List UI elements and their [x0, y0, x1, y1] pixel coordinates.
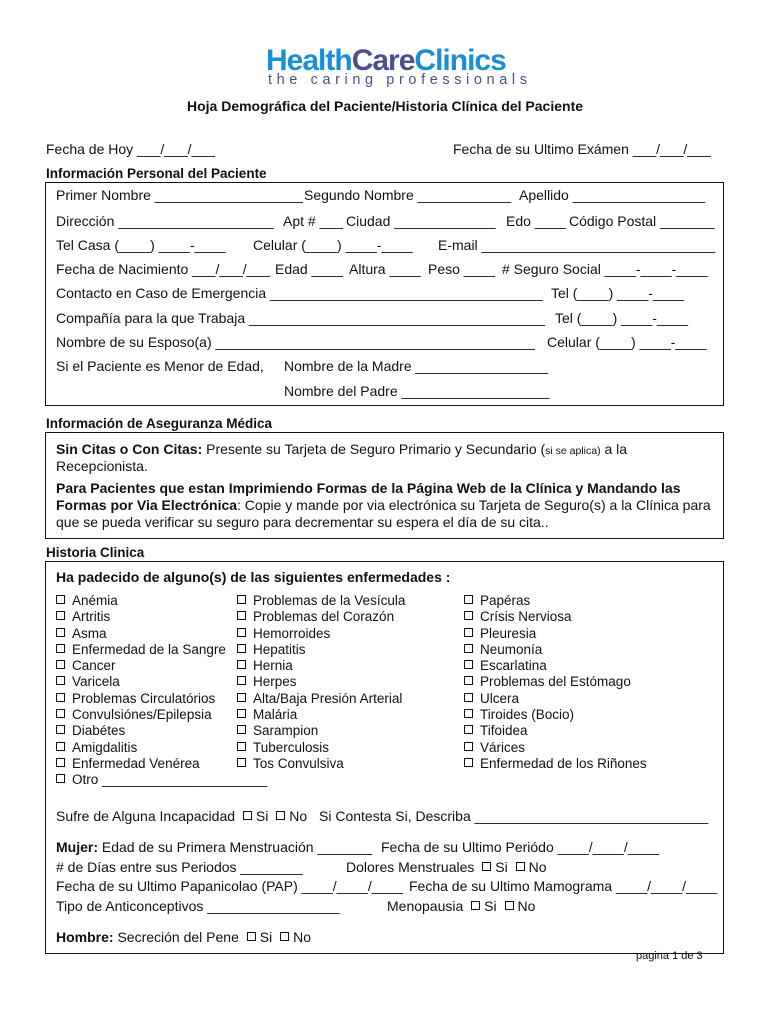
disability-no-checkbox[interactable]: [276, 811, 285, 820]
logo-part1: Health: [266, 44, 352, 77]
checkbox[interactable]: [237, 611, 246, 620]
checkbox[interactable]: [56, 725, 65, 734]
condition-item[interactable]: [237, 756, 405, 772]
condition-item[interactable]: [464, 593, 647, 609]
checkbox[interactable]: [56, 595, 65, 604]
history-box: [45, 561, 724, 954]
first-name-field[interactable]: Primer Nombre ___________________: [56, 187, 303, 203]
mother-name-field[interactable]: Nombre de la Madre _________________: [284, 358, 548, 374]
no-label: No: [289, 808, 308, 824]
condition-label: Hepatitis: [253, 641, 306, 657]
condition-item[interactable]: [464, 723, 647, 739]
insurance-p2-line3: que se pueda verificar su seguro para decrementar su espera el día de su cita..: [56, 514, 549, 530]
insurance-p2-line1: Para Pacientes que estan Imprimiendo Formas de la Página Web de la Clínica y Mandando las: [56, 480, 681, 496]
insurance-p1-small: si se aplica): [545, 445, 601, 457]
condition-item[interactable]: [464, 756, 647, 772]
insurance-box: [45, 432, 724, 539]
emergency-contact-field[interactable]: Contacto en Caso de Emergencia ___________________________________: [56, 285, 543, 301]
condition-label: Artritis: [72, 609, 111, 625]
apt-field[interactable]: Apt # ___: [283, 213, 343, 229]
condition-label: Papéras: [480, 593, 531, 608]
last-exam-field[interactable]: Fecha de su Ultimo Exámen ___/___/___: [453, 141, 711, 157]
email-field[interactable]: E-mail ______________________________: [438, 237, 716, 253]
checkbox[interactable]: [237, 628, 246, 637]
checkbox[interactable]: [464, 595, 473, 604]
first-period-field[interactable]: [56, 839, 372, 855]
checkbox[interactable]: [237, 693, 246, 702]
checkbox[interactable]: [56, 774, 65, 783]
ssn-field[interactable]: # Seguro Social ____-____-____: [502, 261, 708, 277]
checkbox[interactable]: [464, 693, 473, 702]
condition-label: Várices: [480, 739, 526, 755]
middle-name-field[interactable]: Segundo Nombre ____________: [304, 187, 512, 203]
menopause-label: Menopausia: [387, 898, 464, 914]
checkbox[interactable]: [464, 742, 473, 751]
condition-label: Problemas del Estómago: [480, 674, 631, 690]
checkbox[interactable]: [56, 644, 65, 653]
condition-item[interactable]: [237, 626, 405, 642]
condition-item[interactable]: [56, 593, 267, 609]
insurance-p2-text: : Copie y mande por via electrónica su Tarjeta de Seguro(s) a la Clínica para: [237, 497, 711, 513]
condition-label: Problemas Circulatórios: [72, 690, 216, 706]
condition-item[interactable]: [237, 740, 405, 756]
condition-item[interactable]: [464, 642, 647, 658]
no-label: No: [528, 859, 547, 875]
cramps-row: [346, 859, 547, 875]
discharge-label: Secreción del Pene: [113, 929, 239, 945]
condition-item[interactable]: [464, 609, 647, 625]
condition-item[interactable]: [56, 756, 267, 772]
insurance-heading: Información de Aseguranza Médica: [46, 416, 273, 431]
menopause-no-checkbox[interactable]: [505, 901, 514, 910]
personal-info-box: [45, 182, 724, 406]
condition-label: Enfermedad Venérea: [72, 755, 200, 771]
no-label: No: [293, 929, 312, 945]
condition-label: Herpes: [253, 674, 297, 690]
condition-label: Tifoidea: [480, 723, 528, 739]
insurance-paragraph-1: [56, 441, 627, 457]
checkbox[interactable]: [56, 693, 65, 702]
condition-item[interactable]: [464, 707, 647, 723]
last-name-field[interactable]: Apellido _________________: [519, 187, 706, 203]
checkbox[interactable]: [464, 758, 473, 767]
checkbox[interactable]: [464, 676, 473, 685]
condition-item[interactable]: [237, 642, 405, 658]
yes-label: Si: [259, 929, 273, 945]
checkbox[interactable]: [237, 742, 246, 751]
condition-label: Hemorroides: [253, 625, 331, 641]
disability-yes-checkbox[interactable]: [243, 811, 252, 820]
condition-item[interactable]: [56, 642, 267, 658]
woman-label: Mujer:: [56, 839, 98, 855]
illness-question: Ha padecido de alguno(s) de las siguientes enfermedades :: [56, 569, 451, 585]
checkbox[interactable]: [464, 611, 473, 620]
city-field[interactable]: Ciudad _____________: [346, 213, 496, 229]
yes-label: Si: [255, 808, 269, 824]
checkbox[interactable]: [56, 676, 65, 685]
first-period-label: Edad de su Primera Menstruación _______: [98, 839, 372, 855]
pap-date-field[interactable]: Fecha de su Ultimo Papanicolao (PAP) ____/____/____: [56, 878, 403, 894]
dob-field[interactable]: Fecha de Nacimiento ___/___/___: [56, 261, 271, 277]
days-between-field[interactable]: # de Días entre sus Periodos ________: [56, 859, 303, 875]
condition-label: Otro ______________________: [72, 772, 268, 788]
condition-label: Problemas del Corazón: [253, 609, 395, 625]
cramps-label: Dolores Menstruales: [346, 859, 475, 875]
insurance-p2-bold: Formas por Via Electrónica: [56, 497, 238, 513]
condition-item[interactable]: [237, 691, 405, 707]
checkbox[interactable]: [237, 709, 246, 718]
page-title: Hoja Demográfica del Paciente/Historia Clínica del Paciente: [186, 98, 584, 114]
condition-item[interactable]: [237, 609, 405, 625]
condition-label: Tos Convulsiva: [253, 755, 344, 771]
condition-label: Tuberculosis: [253, 739, 330, 755]
spouse-cell-field[interactable]: Celular (____) ____-____: [547, 334, 707, 350]
menopause-row: [387, 898, 535, 914]
condition-item[interactable]: [237, 658, 405, 674]
condition-label: Tiroides (Bocio): [480, 707, 575, 723]
checkbox[interactable]: [56, 709, 65, 718]
checkbox[interactable]: [464, 725, 473, 734]
man-label: Hombre:: [56, 929, 114, 945]
discharge-yes-checkbox[interactable]: [247, 932, 256, 941]
checkbox[interactable]: [56, 758, 65, 767]
father-name-field[interactable]: Nombre del Padre ___________________: [284, 383, 550, 399]
state-field[interactable]: Edo ____: [506, 213, 566, 229]
personal-heading: Información Personal del Paciente: [46, 166, 267, 181]
condition-label: Hernia: [253, 658, 293, 674]
checkbox[interactable]: [237, 595, 246, 604]
cramps-yes-checkbox[interactable]: [482, 862, 491, 871]
condition-label: Asma: [72, 625, 107, 641]
condition-item[interactable]: [464, 626, 647, 642]
height-field[interactable]: Altura ____: [349, 261, 421, 277]
condition-item[interactable]: [237, 707, 405, 723]
condition-item[interactable]: [237, 593, 405, 609]
condition-item[interactable]: [464, 658, 647, 674]
condition-item[interactable]: [56, 609, 267, 625]
checkbox[interactable]: [237, 676, 246, 685]
condition-label: Anémia: [72, 593, 118, 608]
condition-label: Amigdalitis: [72, 739, 138, 755]
checkbox[interactable]: [464, 644, 473, 653]
insurance-p1-end: a la: [600, 441, 628, 457]
checkbox[interactable]: [56, 742, 65, 751]
spouse-name-field[interactable]: Nombre de su Esposo(a) _________________________________________: [56, 334, 535, 350]
logo-part2: Care: [351, 44, 415, 77]
today-date-field[interactable]: Fecha de Hoy ___/___/___: [46, 141, 215, 157]
address-field[interactable]: Dirección ____________________: [56, 213, 274, 229]
condition-item[interactable]: [56, 723, 267, 739]
checkbox[interactable]: [464, 628, 473, 637]
employer-tel-field[interactable]: Tel (____) ____-____: [555, 310, 689, 326]
logo-part3: Clinics: [414, 44, 506, 77]
zip-field[interactable]: Código Postal _______: [569, 213, 715, 229]
condition-label: Problemas de la Vesícula: [253, 593, 406, 608]
condition-item[interactable]: [56, 772, 267, 788]
logo-tagline: the caring professionals: [268, 72, 532, 88]
cell-phone-field[interactable]: Celular (____) ____-____: [253, 237, 413, 253]
yes-label: Si: [484, 898, 497, 914]
minor-label: Si el Paciente es Menor de Edad,: [56, 358, 264, 374]
weight-field[interactable]: Peso ____: [428, 261, 495, 277]
discharge-no-checkbox[interactable]: [280, 932, 289, 941]
cramps-no-checkbox[interactable]: [516, 862, 525, 871]
condition-item[interactable]: [237, 674, 405, 690]
condition-label: Crísis Nerviosa: [480, 609, 572, 625]
condition-item[interactable]: [56, 691, 267, 707]
disability-row: [56, 808, 307, 824]
disability-label: Sufre de Alguna Incapacidad: [56, 808, 236, 824]
insurance-p1-text: Presente su Tarjeta de Seguro Primario y Secundario (: [202, 441, 546, 457]
last-period-field[interactable]: Fecha de su Ultimo Periódo ____/____/____: [381, 839, 659, 855]
insurance-p1-line2: Recepcionista.: [56, 458, 148, 474]
condition-item[interactable]: [56, 626, 267, 642]
age-field[interactable]: Edad ____: [275, 261, 343, 277]
conditions-col-1: [56, 593, 267, 789]
conditions-col-3: [464, 593, 647, 772]
contraceptive-field[interactable]: Tipo de Anticonceptivos _________________: [56, 898, 340, 914]
checkbox[interactable]: [464, 709, 473, 718]
condition-item[interactable]: [464, 691, 647, 707]
insurance-p1-bold: Sin Citas o Con Citas:: [56, 441, 203, 457]
no-label: No: [517, 898, 536, 914]
yes-label: Si: [495, 859, 508, 875]
condition-item[interactable]: [56, 740, 267, 756]
condition-label: Sarampion: [253, 723, 319, 739]
condition-label: Escarlatina: [480, 658, 547, 674]
checkbox[interactable]: [237, 644, 246, 653]
checkbox[interactable]: [56, 611, 65, 620]
checkbox[interactable]: [237, 725, 246, 734]
home-phone-field[interactable]: Tel Casa (____) ____-____: [56, 237, 226, 253]
condition-label: Neumonía: [480, 641, 543, 657]
checkbox[interactable]: [464, 660, 473, 669]
condition-label: Cancer: [72, 658, 116, 674]
condition-item[interactable]: [56, 674, 267, 690]
condition-label: Enfermedad de los Riñones: [480, 755, 647, 771]
employer-field[interactable]: Compañía para la que Trabaja ______________________________________: [56, 310, 545, 326]
condition-label: Ulcera: [480, 690, 520, 706]
insurance-p2-line2: [56, 497, 711, 513]
checkbox[interactable]: [237, 758, 246, 767]
menopause-yes-checkbox[interactable]: [471, 901, 480, 910]
mammogram-date-field[interactable]: Fecha de su Ultimo Mamograma ____/____/____: [409, 878, 718, 894]
man-row: [56, 929, 311, 945]
history-heading: Historia Clinica: [46, 545, 145, 560]
conditions-col-2: [237, 593, 405, 772]
condition-label: Varicela: [72, 674, 120, 690]
emergency-tel-field[interactable]: Tel (____) ____-____: [551, 285, 685, 301]
condition-item[interactable]: [56, 658, 267, 674]
condition-label: Pleuresia: [480, 625, 537, 641]
condition-item[interactable]: [56, 707, 267, 723]
condition-item[interactable]: [464, 674, 647, 690]
condition-item[interactable]: [464, 740, 647, 756]
condition-label: Malária: [253, 707, 298, 723]
disability-describe-field[interactable]: Si Contesta Si, Describa ______________________________: [319, 808, 709, 824]
condition-label: Diabétes: [72, 723, 126, 739]
condition-label: Enfermedad de la Sangre: [72, 641, 226, 657]
condition-label: Convulsiónes/Epilepsia: [72, 707, 212, 723]
condition-label: Alta/Baja Presión Arterial: [253, 690, 403, 706]
page-number: pagina 1 de 3: [636, 950, 703, 962]
checkbox[interactable]: [237, 660, 246, 669]
checkbox[interactable]: [56, 660, 65, 669]
condition-item[interactable]: [237, 723, 405, 739]
checkbox[interactable]: [56, 628, 65, 637]
